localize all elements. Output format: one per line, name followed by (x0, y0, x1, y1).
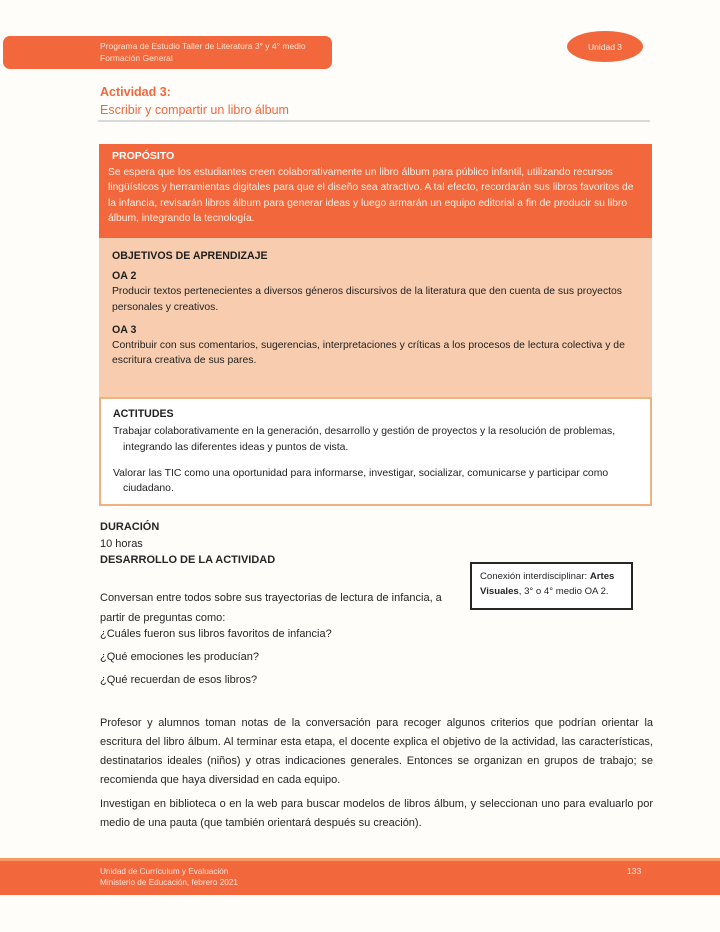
title-divider (98, 120, 650, 122)
footer-org-line2: Ministerio de Educación, febrero 2021 (100, 878, 238, 887)
conexion-interdisciplinar-box (470, 562, 633, 610)
actitudes-section (99, 397, 652, 506)
question-list (100, 629, 332, 698)
conexion-subject: Artes Visuales (480, 571, 615, 597)
duracion-value: 10 horas (100, 537, 143, 550)
body-paragraph-2: Investigan en biblioteca o en la web para buscar modelos de libros álbum, y seleccionan uno para evaluarlo por medio de una pauta (que también orientará después su creación). (100, 798, 653, 829)
objetivos-section (99, 238, 652, 397)
proposito-heading: PROPÓSITO (112, 150, 175, 162)
activity-number: Actividad 3: (100, 85, 171, 99)
duracion-heading: DURACIÓN (100, 521, 160, 533)
program-title-line2: Formación General (100, 52, 173, 63)
activity-title-block (100, 83, 560, 119)
activity-name: Escribir y compartir un libro álbum (100, 103, 289, 117)
conexion-prefix: Conexión interdisciplinar: (480, 571, 590, 582)
oa2-code: OA 2 (112, 270, 137, 282)
page-number: 133 (627, 866, 642, 876)
footer-org-line1: Unidad de Currículum y Evaluación (100, 867, 229, 876)
objetivos-heading: OBJETIVOS DE APRENDIZAJE (112, 250, 268, 262)
question-2: ¿Qué emociones les producían? (100, 651, 259, 663)
question-3: ¿Qué recuerdan de esos libros? (100, 674, 258, 686)
question-1: ¿Cuáles fueron sus libros favoritos de infancia? (100, 628, 332, 640)
program-header-band (3, 36, 332, 69)
proposito-section (99, 144, 652, 238)
page-footer (0, 858, 720, 895)
desarrollo-heading: DESARROLLO DE LA ACTIVIDAD (100, 554, 276, 566)
oa3-code: OA 3 (112, 323, 137, 336)
footer-accent-stripe (0, 858, 720, 861)
oa3-text: Contribuir con sus comentarios, sugerencias, interpretaciones y críticas a los procesos de lectura colectiva y de escritura creativa de sus pares. (112, 339, 625, 367)
unit-badge-label: Unidad 3 (587, 41, 623, 52)
conexion-suffix: , 3° o 4° medio OA 2. (518, 585, 609, 597)
unit-badge (567, 31, 643, 62)
desarrollo-intro: Conversan entre todos sobre sus trayectorias de lectura de infancia, a partir de preguntas como: (100, 592, 442, 624)
oa2-text: Producir textos pertenecientes a diversos géneros discursivos de la literatura que den cuenta de sus proyectos personales y creativos. (112, 286, 623, 313)
actitudes-heading: ACTITUDES (113, 408, 174, 420)
actitudes-item-2: Valorar las TIC como una oportunidad para informarse, investigar, socializar, comunicarse y participar como ciudadano. (113, 467, 609, 495)
body-paragraph-1: Profesor y alumnos toman notas de la conversación para recoger algunos criterios que podrían orientar la escritura del libro álbum. Al terminar esta etapa, el docente explica el objetivo de la actividad, las características, destinatarios ideales (niños) y otras indicaciones generales. Entonces se organizan en grupos de trabajo; se recomienda que haya diversidad en cada equipo. (100, 717, 653, 786)
program-title-line1: Programa de Estudio Taller de Literatura 3° y 4° medio (100, 41, 306, 51)
proposito-body: Se espera que los estudiantes creen colaborativamente un libro álbum para público infantil, utilizando recursos lingüísticos y herramientas digitales para que el diseño sea atractivo. A tal efecto, recordarán sus libros favoritos de la infancia, revisarán libros álbum para generar ideas y luego armarán un equipo editorial a fin de producir su libro álbum, integrando la tecnología. (108, 167, 634, 224)
actitudes-item-1: Trabajar colaborativamente en la generación, desarrollo y gestión de proyectos y la resolución de problemas, integrando las diferentes ideas y puntos de vista. (113, 426, 616, 453)
duracion-desarrollo-block (100, 519, 275, 569)
